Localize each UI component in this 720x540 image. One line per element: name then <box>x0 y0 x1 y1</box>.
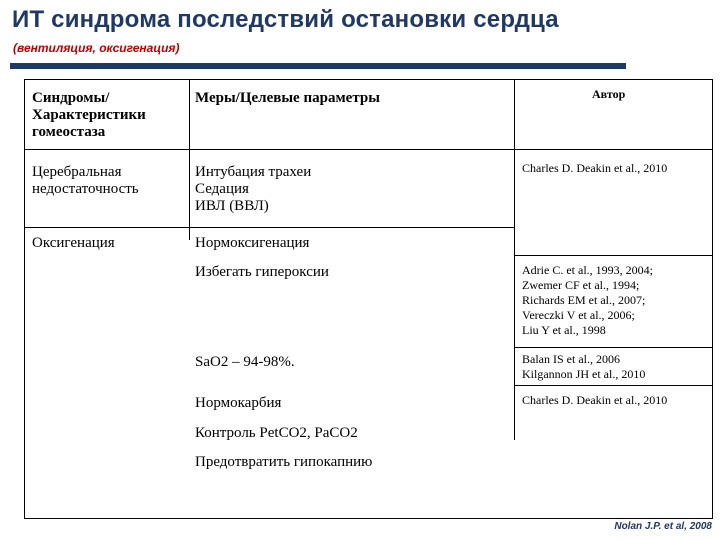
divider-author-normocarb <box>514 385 712 386</box>
measure-normocarbia: Нормокарбия <box>195 395 282 411</box>
measure-avoid-hyperoxia: Избегать гипероксии <box>195 264 329 280</box>
author-citation: Zwemer CF et al., 1994; <box>522 278 640 292</box>
header-syndromes-line: Характеристики <box>32 107 146 123</box>
divider-header <box>25 149 712 150</box>
header-syndromes-line: Синдромы/ <box>32 90 110 106</box>
slide-title: ИТ синдрома последствий остановки сердца <box>12 6 559 33</box>
divider-author-sao2 <box>514 347 712 348</box>
header-author: Автор <box>592 87 626 101</box>
author-citation: Adrie C. et al., 1993, 2004; <box>522 263 653 277</box>
measure-prevent-hypocapnia: Предотвратить гипокапнию <box>195 454 373 470</box>
syndrome-oxygenation: Оксигенация <box>32 235 115 251</box>
measure-control-co2: Контроль PetCO2, PaCO2 <box>195 425 358 441</box>
author-citation: Balan IS et al., 2006 <box>522 352 620 366</box>
author-citation: Liu Y et al., 1998 <box>522 323 606 337</box>
measure-sao2: SaO2 – 94-98%. <box>195 354 295 370</box>
syndrome-cerebral <box>32 164 139 198</box>
authors-sao2 <box>522 352 645 382</box>
divider-col1 <box>189 80 190 240</box>
therapy-table <box>24 79 713 519</box>
source-citation: Nolan J.P. et al, 2008 <box>614 521 712 532</box>
syndrome-cerebral-line: недостаточность <box>32 181 139 197</box>
header-syndromes <box>32 90 146 141</box>
author-citation: Kilgannon JH et al., 2010 <box>522 367 646 381</box>
header-syndromes-line: гомеостаза <box>32 124 106 140</box>
measure-normoxygenation: Нормоксигенация <box>195 235 310 251</box>
title-underline <box>10 63 626 69</box>
author-normocarbia: Charles D. Deakin et al., 2010 <box>522 393 668 407</box>
authors-hyperoxia <box>522 263 653 338</box>
measure-ventilation: ИВЛ (ВВЛ) <box>195 198 269 214</box>
author-cerebral: Charles D. Deakin et al., 2010 <box>522 161 668 175</box>
header-measures: Меры/Целевые параметры <box>195 90 380 106</box>
syndrome-cerebral-line: Церебральная <box>32 164 122 180</box>
slide-subtitle: (вентиляция, оксигенация) <box>13 41 180 55</box>
author-citation: Vereczki V et al., 2006; <box>522 308 635 322</box>
divider-col2 <box>514 80 515 440</box>
measure-intubation: Интубация трахеи <box>195 164 312 180</box>
measures-cerebral <box>195 164 311 215</box>
divider-author-hyperox <box>514 255 712 256</box>
author-citation: Richards EM et al., 2007; <box>522 293 646 307</box>
measure-sedation: Седация <box>195 181 249 197</box>
divider-row-cerebral <box>25 227 514 228</box>
